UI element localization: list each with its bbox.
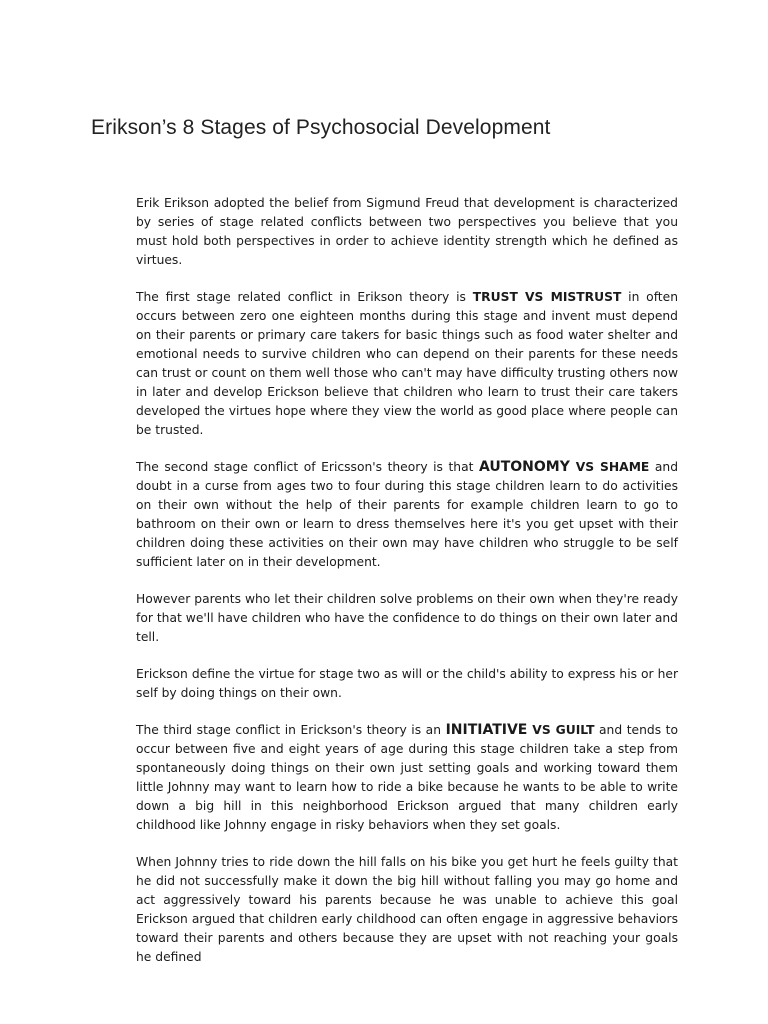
document-body xyxy=(136,194,678,985)
paragraph-text: The first stage related conflict in Erikson theory is xyxy=(136,290,473,304)
stage-term-vs: VS xyxy=(569,460,601,474)
paragraph-intro: Erik Erikson adopted the belief from Sigmund Freud that development is characterized by series of stage related conflicts between two perspectives you believe that you must hold both perspectives in order to achieve identity strength which he defined as virtues. xyxy=(136,196,678,267)
stage-term-autonomy: AUTONOMY xyxy=(478,459,570,475)
stage-term-initiative: INITIATIVE xyxy=(445,722,528,738)
stage-term-vs: VS xyxy=(527,723,556,737)
paragraph-stage-two-virtue: Erickson define the virtue for stage two as will or the child's ability to express his or her self by doing things on their own. xyxy=(136,667,678,700)
paragraph-text: and tends to occur between five and eight years of age during this stage children take a step from spontaneously doing things on their own just setting goals and working toward them little Johnny may want to learn how to ride a bike because he wants to be able to write down a big hill in this neighborhood Erickson argued that many children early childhood like Johnny engage in risky behaviors when they set goals. xyxy=(136,723,678,832)
paragraph-stage-two xyxy=(136,458,678,572)
paragraph-text: and doubt in a curse from ages two to four during this stage children learn to do activities on their own without the help of their parents for example children learn to go to bathroom on their own or learn to dress themselves here it's you get upset with their children doing these activities on their own may have children who struggle to be self sufficient later on in their development. xyxy=(136,460,678,569)
paragraph-text: in often occurs between zero one eighteen months during this stage and invent must depend on their parents or primary care takers for basic things such as food water shelter and emotional needs to survive children who can depend on their parents for these needs can trust or count on them well those who can't may have difficulty trusting others now in later and develop Erickson believe that children who learn to trust their care takers developed the virtues hope where they view the world as good place where people can be trusted. xyxy=(136,290,678,437)
paragraph-stage-one xyxy=(136,288,678,440)
stage-term-guilt: GUILT xyxy=(555,723,595,737)
document-title: Erikson’s 8 Stages of Psychosocial Development xyxy=(91,116,551,139)
paragraph-stage-three-example: When Johnny tries to ride down the hill falls on his bike you get hurt he feels guilty that he did not successfully make it down the big hill without falling you may go home and act aggressively toward his parents because he was unable to achieve this goal Erickson argued that children early childhood can often engage in aggressive behaviors toward their parents and others because they are upset with not reaching your goals he defined xyxy=(136,855,678,964)
paragraph-text: The second stage conflict of Ericsson's theory is that xyxy=(136,460,479,474)
stage-term-shame: SHAME xyxy=(600,460,650,474)
stage-term-trust-vs-mistrust: TRUST VS MISTRUST xyxy=(472,290,622,304)
paragraph-text: The third stage conflict in Erickson's theory is an xyxy=(136,723,446,737)
paragraph-stage-two-parents: However parents who let their children solve problems on their own when they're ready for that we'll have children who have the confidence to do things on their own later and tell. xyxy=(136,592,678,644)
paragraph-stage-three xyxy=(136,721,678,835)
